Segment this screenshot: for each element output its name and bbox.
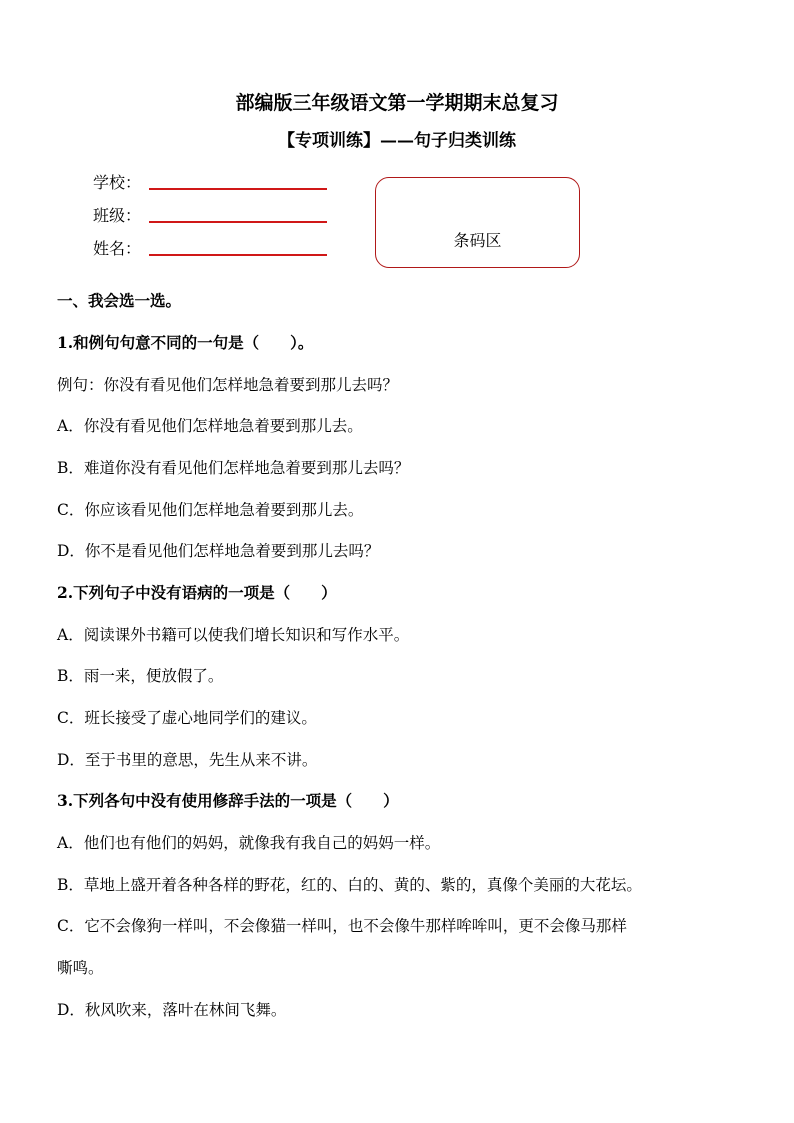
question-1-option-b[interactable]: B．难道你没有看见他们怎样地急着要到那儿去吗？: [57, 459, 410, 477]
question-2-option-c[interactable]: C．班长接受了虚心地同学们的建议。: [57, 709, 317, 727]
page-title: 部编版三年级语文第一学期期末总复习: [235, 92, 559, 114]
name-field[interactable]: [149, 253, 327, 256]
question-1-option-d[interactable]: D．你不是看见他们怎样地急着要到那儿去吗？: [57, 542, 380, 560]
school-label: 学校：: [93, 173, 142, 192]
class-row: [93, 193, 327, 226]
question-3-option-d[interactable]: D．秋风吹来，落叶在林间飞舞。: [57, 1001, 287, 1019]
question-2-option-a[interactable]: A．阅读课外书籍可以使我们增长知识和写作水平。: [57, 626, 410, 644]
section-heading: 一、我会选一选。: [57, 291, 182, 310]
name-row: [93, 226, 327, 259]
student-info: [93, 160, 327, 259]
class-field[interactable]: [149, 220, 327, 223]
page-subtitle: 【专项训练】——句子归类训练: [278, 131, 516, 151]
barcode-area: [375, 177, 580, 268]
question-3-stem: 3.下列各句中没有使用修辞手法的一项是（ ）: [57, 791, 399, 810]
question-3-option-a[interactable]: A．他们也有他们的妈妈，就像我有我自己的妈妈一样。: [57, 834, 441, 852]
school-row: [93, 160, 327, 193]
question-3-option-b[interactable]: B．草地上盛开着各种各样的野花，红的、白的、黄的、紫的，真像个美丽的大花坛。: [57, 876, 642, 894]
question-3-option-c-cont[interactable]: 嘶鸣。: [57, 959, 104, 977]
barcode-label: 条码区: [453, 231, 502, 250]
question-1-option-c[interactable]: C．你应该看见他们怎样地急着要到那儿去。: [57, 501, 364, 519]
question-1-stem: 1.和例句句意不同的一句是（ ）。: [57, 333, 314, 352]
question-3-option-c[interactable]: C．它不会像狗一样叫，不会像猫一样叫，也不会像牛那样哞哞叫，更不会像马那样: [57, 917, 627, 935]
name-label: 姓名：: [93, 239, 142, 258]
question-2-stem: 2.下列句子中没有语病的一项是（ ）: [57, 583, 337, 602]
question-1-option-a[interactable]: A．你没有看见他们怎样地急着要到那儿去。: [57, 417, 363, 435]
class-label: 班级：: [93, 206, 142, 225]
question-1-example: 例句：你没有看见他们怎样地急着要到那儿去吗？: [57, 376, 399, 394]
question-2-option-d[interactable]: D．至于书里的意思，先生从来不讲。: [57, 751, 318, 769]
school-field[interactable]: [149, 187, 327, 190]
question-2-option-b[interactable]: B．雨一来，便放假了。: [57, 667, 224, 685]
